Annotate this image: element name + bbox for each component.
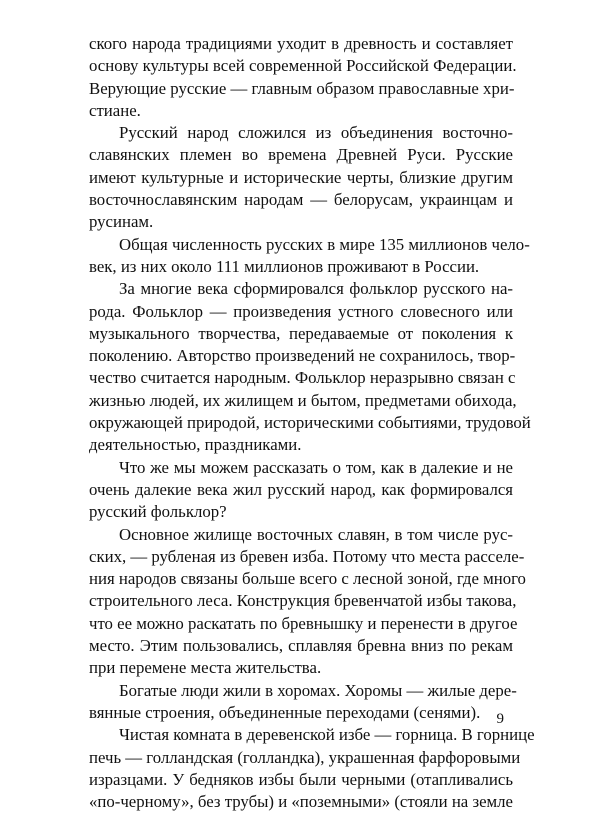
text-line: музыкального творчества, передаваемые от поколения к	[89, 323, 513, 343]
text-line: при перемене места жительства.	[89, 658, 322, 678]
text-line: век, из них около 111 миллионов проживают в России.	[89, 256, 480, 276]
text-line: ских, — рубленая из бревен изба. Потому что места расселе-	[89, 546, 525, 566]
text-line: Общая численность русских в мире 135 миллионов чело-	[119, 234, 530, 254]
text-line: строительного леса. Конструкция бревенчатой избы такова,	[89, 591, 517, 611]
text-line: русинам.	[89, 212, 154, 232]
text-line: «по-черному», без трубы) и «поземными» (стояли на земле	[89, 792, 513, 812]
text-line: Русский народ сложился из объединения восточно-	[119, 123, 513, 143]
text-line: имеют культурные и исторические черты, близкие другим	[89, 167, 513, 187]
text-line: место. Этим пользовались, сплавляя бревна вниз по рекам	[89, 636, 513, 656]
text-line: чество считается народным. Фольклор неразрывно связан с	[89, 368, 516, 388]
text-line: рода. Фольклор — произведения устного словесного или	[89, 301, 513, 321]
text-line: Чистая комната в деревенской избе — горница. В горнице	[119, 725, 535, 745]
text-line: жизнью людей, их жилищем и бытом, предметами обихода,	[89, 390, 517, 410]
text-line: изразцами. У бедняков избы были черными (отапливались	[89, 769, 513, 789]
page-number: 9	[496, 711, 504, 727]
text-line: печь — голландская (голландка), украшенная фарфоровыми	[89, 747, 521, 767]
text-line: стиане.	[89, 100, 141, 120]
text-line: вянные строения, объединенные переходами (сенями).	[89, 702, 481, 722]
text-line: окружающей природой, историческими событиями, трудовой	[89, 413, 531, 433]
text-line: русский фольклор?	[89, 502, 227, 522]
text-line: Что же мы можем рассказать о том, как в далекие и не	[119, 457, 513, 477]
text-line: славянских племен во времена Древней Руси. Русские	[89, 145, 513, 165]
text-line: Основное жилище восточных славян, в том числе рус-	[119, 524, 513, 544]
text-line: что ее можно раскатать по бревнышку и перенести в другое	[89, 613, 518, 633]
text-line: основу культуры всей современной Российской Федерации.	[89, 56, 517, 76]
text-line: За многие века сформировался фольклор русского на-	[119, 279, 513, 299]
body-text	[89, 33, 535, 813]
text-line: Богатые люди жили в хоромах. Хоромы — жилые дере-	[119, 680, 517, 700]
text-line: деятельностью, праздниками.	[89, 435, 302, 455]
text-line: очень далекие века жил русский народ, как формировался	[89, 479, 513, 499]
text-line: ского народа традициями уходит в древность и составляет	[89, 34, 513, 53]
text-line: ния народов связаны больше всего с лесной зоной, где много	[89, 569, 526, 589]
text-line: Верующие русские — главным образом православные хри-	[89, 78, 515, 98]
text-line: поколению. Авторство произведений не сохранилось, твор-	[89, 346, 516, 366]
text-line: восточнославянским народам — белорусам, украинцам и	[89, 190, 513, 210]
